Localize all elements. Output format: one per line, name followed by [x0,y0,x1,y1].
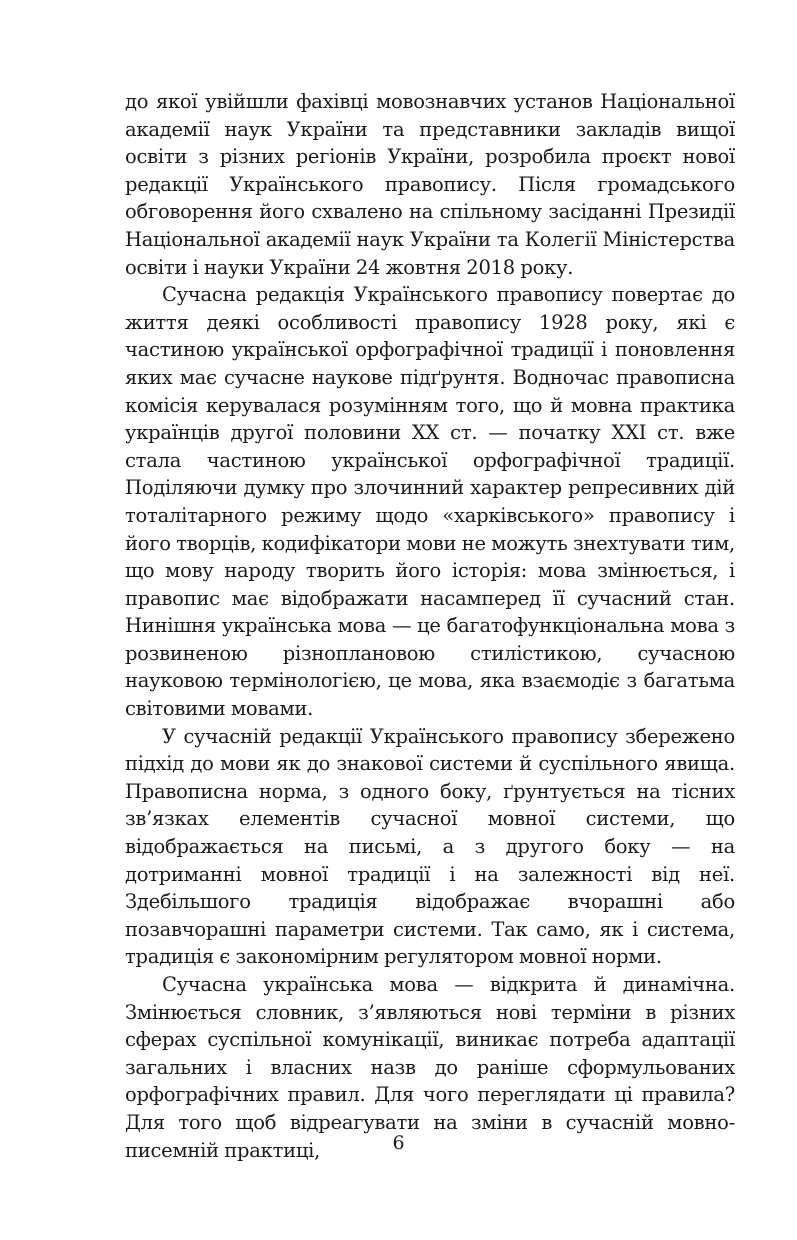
page-number: 6 [392,1132,405,1154]
paragraph-2: Сучасна редакція Українського правопису повертає до життя деякі особливості правопису 1928 року, які є частиною української орфографічної традиції і поновлення яких має сучасне наукове підґрунтя. Водночас правописна комісія керувалася розумінням того, що й мовна практика українців другої половини ХХ ст. — початку ХХІ ст. вже стала частиною української орфографічної традиції. Поділяючи думку про злочинний характер репресивних дій тоталітарного режиму щодо «харківського» правопису і його творців, кодифікатори мови не можуть знехтувати тим, що мову народу творить його історія: мова змінюється, і правопис має відображати насамперед її сучасний стан. Нинішня українська мова — це багатофункціональна мова з розвиненою різноплановою стилістикою, сучасною науковою термінологією, це мова, яка взаємодіє з багатьма світовими мовами. [125,283,735,721]
paragraph-4: Сучасна українська мова — відкрита й динамічна. Змінюється словник, з’являються нові терміни в різних сферах суспільної комунікації, виникає потреба адаптації загальних і власних назв до раніше сформульованих орфографічних правил. Для чого переглядати ці правила? Для того щоб відреагувати на зміни в сучасній мовно-писемній практиці, [125,973,735,1162]
paragraph-1: до якої увійшли фахівці мовознавчих установ Національної академії наук України та представники закладів вищої освіти з різних регіонів України, розробила проєкт нової редакції Українського правопису. Після громадського обговорення його схвалено на спільному засіданні Президії Національної академії наук України та Колегії Міністерства освіти і науки України 24 жовтня 2018 року. [125,90,735,279]
body-text [125,88,735,1164]
paragraph-3: У сучасній редакції Українського правопису збережено підхід до мови як до знакової системи й суспільного явища. Правописна норма, з одного боку, ґрунтується на тісних зв’язках елементів сучасної мовної системи, що відображається на письмі, а з другого боку — на дотриманні мовної традиції і на залежності від неї. Здебільшого традиція відображає вчорашні або позавчорашні параметри системи. Так само, як і система, традиція є закономірним регулятором мовної норми. [125,724,735,969]
